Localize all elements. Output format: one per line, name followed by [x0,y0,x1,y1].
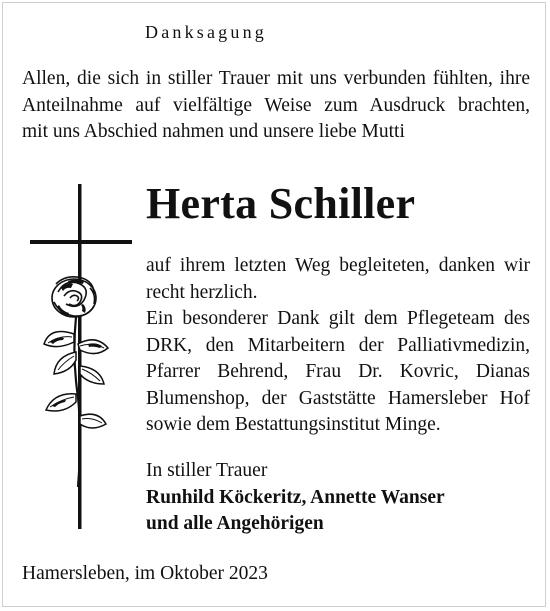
signoff-intro: In stiller Trauer [146,460,268,481]
body-line: DRK, den Mitarbeitern der Palliativmedizin, [146,334,530,356]
intro-paragraph [22,66,530,146]
body-line: sowie dem Bestattungsinstitut Minge. [146,414,441,435]
signoff-family: und alle Angehörigen [146,513,324,534]
body-line: Blumenshop, der Gaststätte Hamersleber Hof [146,387,530,409]
deceased-name: Herta Schiller [146,179,416,228]
place-date: Hamersleben, im Oktober 2023 [22,563,268,584]
intro-line: mit uns Abschied nahmen und unsere liebe Mutti [22,121,405,142]
intro-line: Anteilnahme auf vielfältige Weise zum Ausdruck brachten, [22,94,530,116]
body-line: recht herzlich. [146,281,258,303]
cross-with-rose-icon [28,184,136,544]
notice-heading: Danksagung [145,22,267,42]
body-line: auf ihrem letzten Weg begleiteten, danken wir [146,255,530,276]
body-line: Ein besonderer Dank gilt dem Pflegeteam des [146,308,530,329]
signoff-block [146,458,445,538]
thanks-paragraph [146,253,530,439]
intro-line: Allen, die sich in stiller Trauer mit uns verbunden fühlten, ihre [22,68,530,89]
body-line: Pfarrer Behrend, Frau Dr. Kovric, Dianas [146,361,530,382]
signoff-names: Runhild Köckeritz, Annette Wanser [146,486,445,508]
